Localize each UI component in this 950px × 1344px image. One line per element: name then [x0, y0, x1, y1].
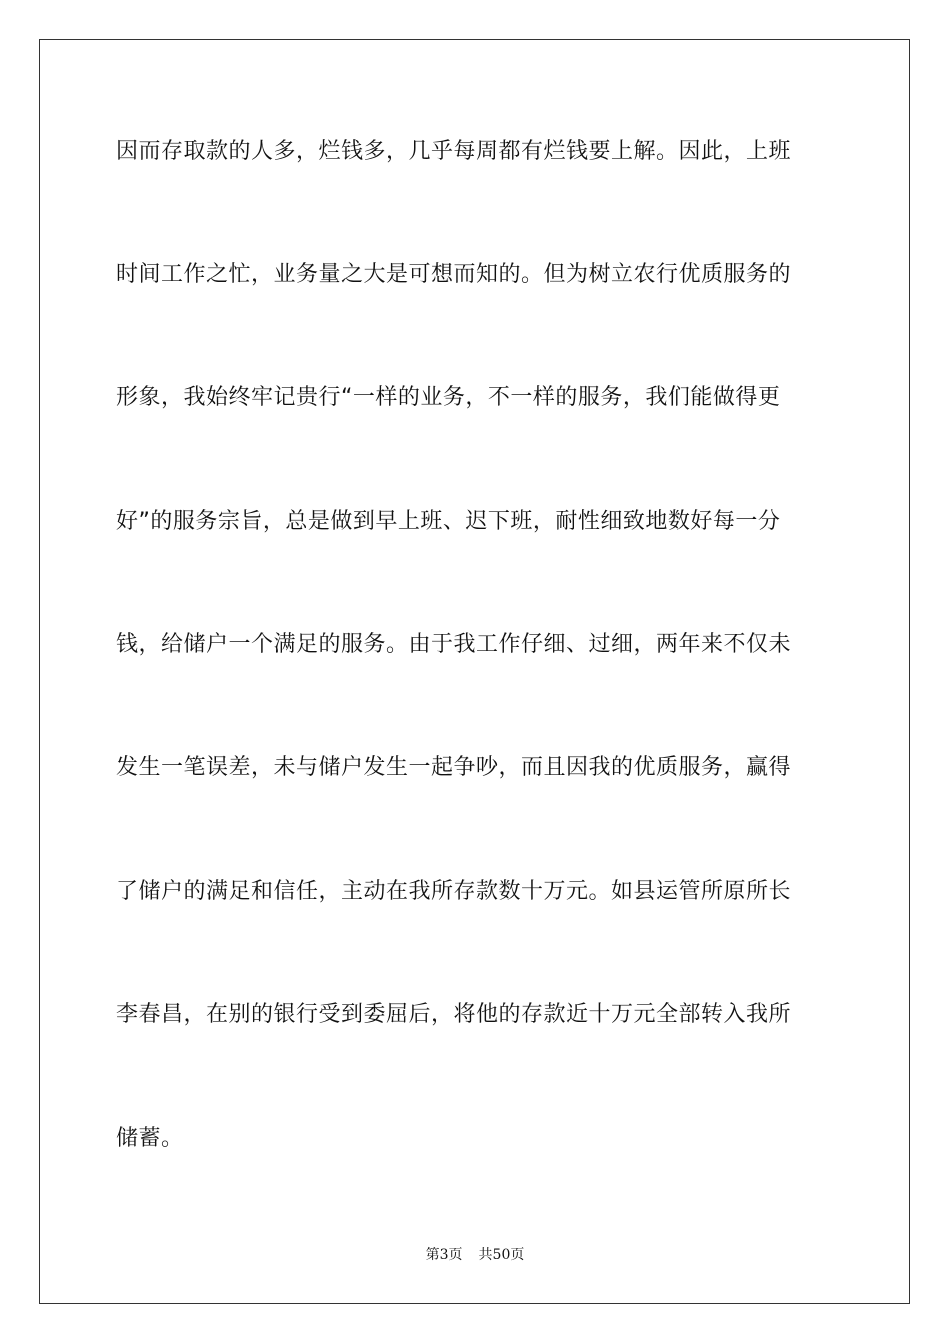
body-text-line: 储蓄。 [116, 1126, 184, 1151]
body-text-line: 形象，我始终牢记贵行“一样的业务，不一样的服务，我们能做得更 [116, 385, 781, 410]
page-number: 第3页 [425, 1247, 463, 1263]
body-text-line: 了储户的满足和信任，主动在我所存款数十万元。如县运管所原所长 [116, 879, 792, 904]
body-text-line: 因而存取款的人多，烂钱多，几乎每周都有烂钱要上解。因此，上班 [116, 139, 792, 164]
page-border [39, 39, 910, 1304]
body-text-line: 时间工作之忙，业务量之大是可想而知的。但为树立农行优质服务的 [116, 262, 792, 287]
page-footer [0, 1245, 950, 1265]
body-text-line: 李春昌，在别的银行受到委屈后，将他的存款近十万元全部转入我所 [116, 1002, 792, 1027]
body-text-line: 钱，给储户一个满足的服务。由于我工作仔细、过细，两年来不仅未 [116, 632, 792, 657]
page-total: 共50页 [478, 1247, 525, 1263]
body-text-line: 好”的服务宗旨，总是做到早上班、迟下班，耐性细致地数好每一分 [116, 509, 781, 534]
body-text-line: 发生一笔误差，未与储户发生一起争吵，而且因我的优质服务，赢得 [116, 755, 792, 780]
